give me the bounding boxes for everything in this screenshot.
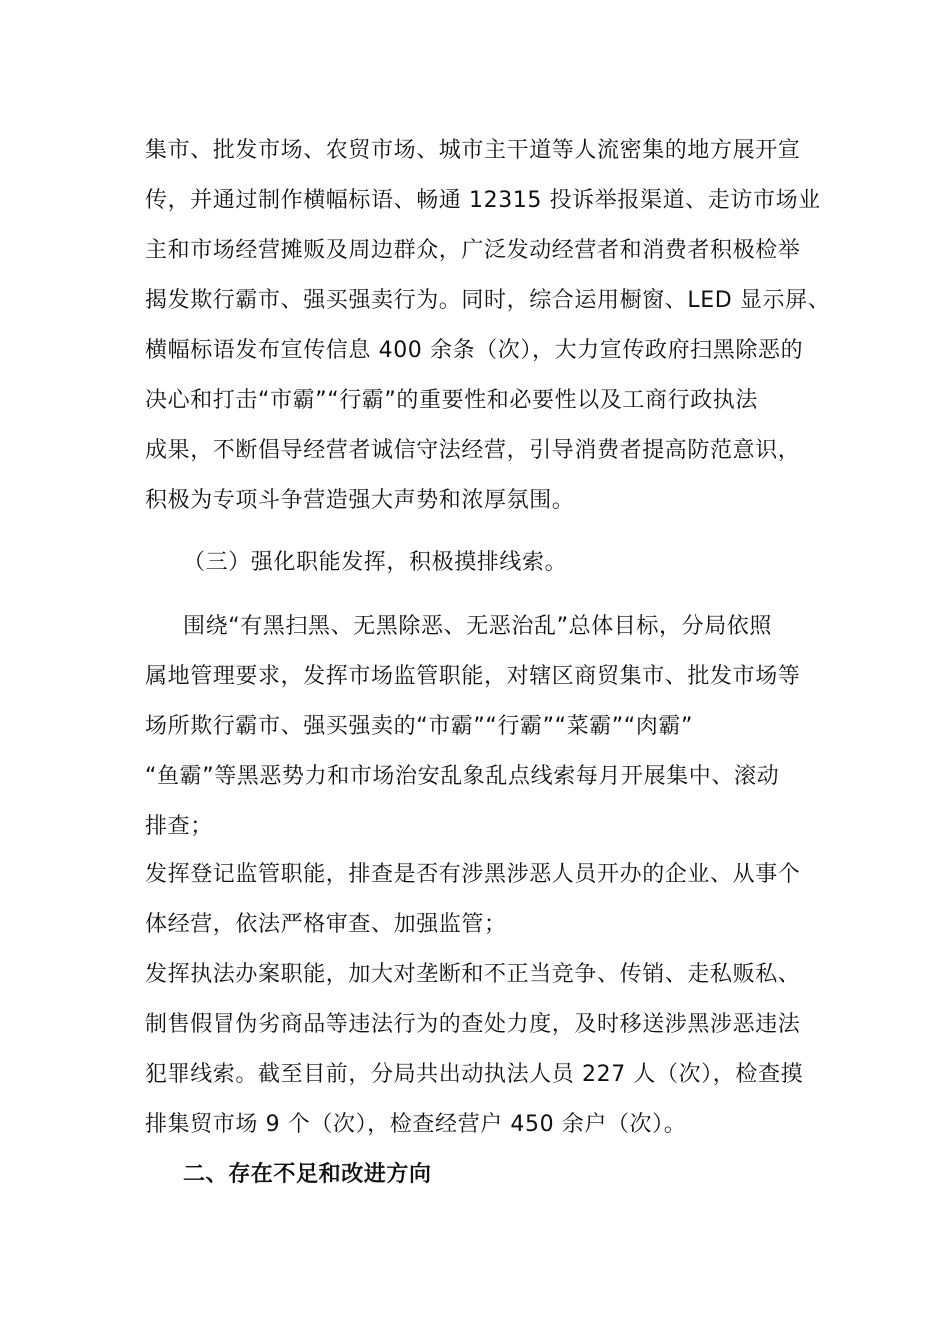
paragraph-line: 排集贸市场 9 个（次），检查经营户 450 余户（次）。	[145, 1112, 687, 1137]
paragraph-line: 传，并通过制作横幅标语、畅通 12315 投诉举报渠道、走访市场业	[145, 188, 821, 213]
paragraph-line: 围绕“有黑扫黑、无黑除恶、无恶治乱”总体目标，分局依照	[183, 614, 772, 639]
paragraph-line: 主和市场经营摊贩及周边群众，广泛发动经营者和消费者积极检举	[145, 238, 801, 263]
paragraph-line: 集市、批发市场、农贸市场、城市主干道等人流密集的地方展开宣	[145, 138, 801, 163]
paragraph-line: 横幅标语发布宣传信息 400 余条（次），大力宣传政府扫黑除恶的	[145, 338, 804, 363]
paragraph-line: 揭发欺行霸市、强买强卖行为。同时，综合运用橱窗、LED 显示屏、	[145, 288, 831, 313]
paragraph-line: 犯罪线索。截至目前，分局共出动执法人员 227 人（次），检查摸	[145, 1062, 804, 1087]
paragraph-line: 体经营，依法严格审查、加强监管；	[145, 912, 507, 937]
section-subheading: （三）强化职能发挥，积极摸排线索。	[183, 550, 568, 575]
paragraph-line: 属地管理要求，发挥市场监管职能，对辖区商贸集市、批发市场等	[145, 664, 801, 689]
section-heading: 二、存在不足和改进方向	[183, 1162, 432, 1187]
paragraph-line: 成果，不断倡导经营者诚信守法经营，引导消费者提高防范意识，	[145, 438, 801, 463]
paragraph-line: 决心和打击“市霸”“行霸”的重要性和必要性以及工商行政执法	[145, 388, 758, 413]
paragraph-line: “鱼霸”等黑恶势力和市场治安乱象乱点线索每月开展集中、滚动	[145, 764, 780, 789]
paragraph-line: 发挥登记监管职能，排查是否有涉黑涉恶人员开办的企业、从事个	[145, 862, 801, 887]
paragraph-line: 排查；	[145, 814, 213, 839]
paragraph-line: 场所欺行霸市、强买强卖的“市霸”“行霸”“菜霸”“肉霸”	[145, 714, 693, 739]
paragraph-line: 发挥执法办案职能，加大对垄断和不正当竞争、传销、走私贩私、	[145, 962, 801, 987]
paragraph-line: 制售假冒伪劣商品等违法行为的查处力度，及时移送涉黑涉恶违法	[145, 1012, 801, 1037]
paragraph-line: 积极为专项斗争营造强大声势和浓厚氛围。	[145, 488, 575, 513]
